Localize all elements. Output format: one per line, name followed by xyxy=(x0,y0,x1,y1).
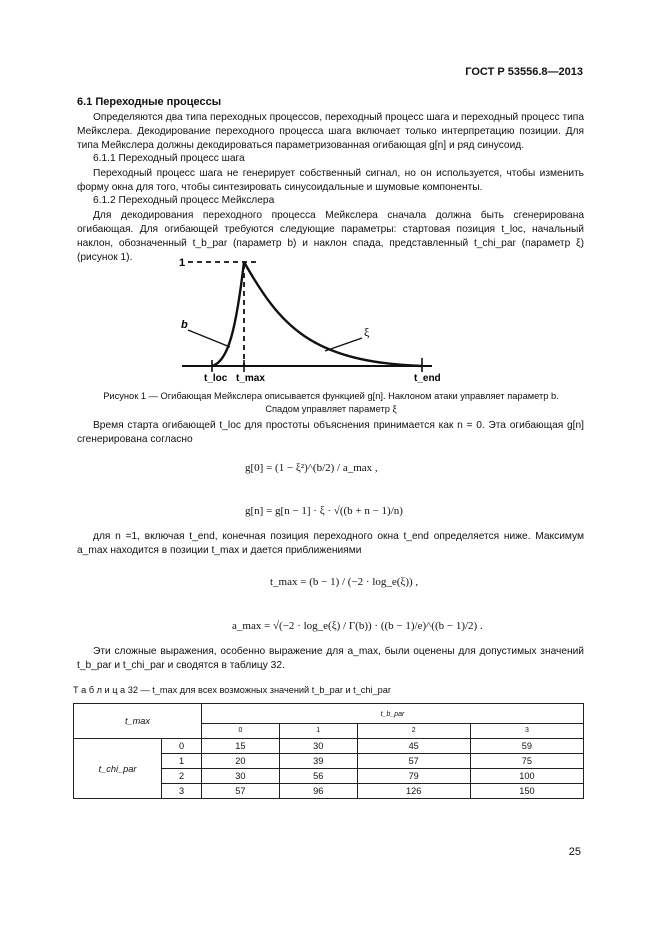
row-label: 1 xyxy=(162,754,202,769)
row-group-header xyxy=(74,739,162,799)
envelope-figure xyxy=(170,250,450,385)
formula-amax: a_max = √(−2 · log_e(ξ) / Γ(b)) · ((b − 1)/e)^((b − 1)/2) . xyxy=(232,620,483,632)
label-tmax: t_max xyxy=(236,373,265,384)
table-row xyxy=(74,739,584,754)
formula-tmax: t_max = (b − 1) / (−2 · log_e(ξ)) , xyxy=(270,576,419,588)
decay-curve xyxy=(244,262,422,366)
subsection-title-611: 6.1.1 Переходный процесс шага xyxy=(93,153,245,164)
formula-gn: g[n] = g[n − 1] · ξ · √((b + n − 1)/n) xyxy=(245,505,403,517)
table-cell: 57 xyxy=(357,754,470,769)
row-label: 3 xyxy=(162,784,202,799)
paragraph-start-time: Время старта огибающей t_loc для простоты объяснения принимается как n = 0. Эта огибающая g[n] сгенерирована согласно xyxy=(77,420,584,445)
label-one: 1 xyxy=(179,257,186,269)
row-label: 2 xyxy=(162,769,202,784)
table-caption: Т а б л и ц а 32 — t_max для всех возможных значений t_b_par и t_chi_par xyxy=(73,685,391,695)
table-cell: 96 xyxy=(279,784,357,799)
section-title: 6.1 Переходные процессы xyxy=(77,96,222,108)
label-xi: ξ xyxy=(364,325,370,339)
paragraph-summary: Эти сложные выражения, особенно выражение для a_max, были оценены для допустимых значений t_b_par и t_chi_par и сводятся в таблицу 32. xyxy=(77,646,584,671)
table-cell: 75 xyxy=(470,754,583,769)
col-group-label: t_b_par xyxy=(380,711,405,719)
page-number: 25 xyxy=(568,846,581,858)
corner-label: t_max xyxy=(124,716,151,726)
table-cell: 30 xyxy=(202,769,280,784)
col-group-header xyxy=(202,704,584,724)
col-header: 0 xyxy=(202,723,280,738)
table-cell: 30 xyxy=(279,739,357,754)
table-cell: 150 xyxy=(470,784,583,799)
paragraph-step: Переходный процесс шага не генерирует собственный сигнал, но он используется, чтобы изменить форму окна для того, чтобы синтезировать синусоидальные и шумовые компоненты. xyxy=(77,168,584,193)
b-pointer xyxy=(188,330,230,347)
table-cell: 126 xyxy=(357,784,470,799)
table-cell: 56 xyxy=(279,769,357,784)
table-cell: 79 xyxy=(357,769,470,784)
table-cell: 15 xyxy=(202,739,280,754)
figure-caption xyxy=(66,390,596,416)
label-tloc: t_loc xyxy=(204,373,228,384)
table-cell: 20 xyxy=(202,754,280,769)
subsection-title-612: 6.1.2 Переходный процесс Мейкслера xyxy=(93,195,275,206)
col-header: 3 xyxy=(470,723,583,738)
table-32 xyxy=(73,703,584,799)
table-corner-cell xyxy=(74,704,202,739)
table-header-row xyxy=(74,704,584,724)
attack-curve xyxy=(212,262,244,366)
figure-caption-line-1: Рисунок 1 — Огибающая Мейкслера описывается функцией g[n]. Наклоном атаки управляет параметр b. xyxy=(103,391,559,401)
table-cell: 100 xyxy=(470,769,583,784)
col-header: 2 xyxy=(357,723,470,738)
label-b: b xyxy=(181,319,188,331)
label-tend: t_end xyxy=(414,373,441,384)
xi-pointer xyxy=(325,338,362,351)
row-label: 0 xyxy=(162,739,202,754)
table-cell: 59 xyxy=(470,739,583,754)
paragraph-meixler: Для декодирования переходного процесса Мейкслера сначала должна быть сгенерирована огибающая. Для огибающей требуются следующие параметры: стартовая позиция t_loc, начальный наклон, обозначенный t_b_par (параметр b) и наклон спада, представленный t_chi_par (параметр ξ) (рисунок 1). xyxy=(77,210,584,263)
col-header: 1 xyxy=(279,723,357,738)
formula-g0: g[0] = (1 − ξ²)^(b/2) / a_max , xyxy=(245,462,378,474)
paragraph-maximum: для n =1, включая t_end, конечная позиция переходного окна t_end определяется ниже. Максимум a_max находится в позиции t_max и дается приближениями xyxy=(77,531,584,556)
table-cell: 39 xyxy=(279,754,357,769)
table-cell: 45 xyxy=(357,739,470,754)
row-group-label: t_chi_par xyxy=(98,763,137,774)
table-cell: 57 xyxy=(202,784,280,799)
document-id: ГОСТ Р 53556.8—2013 xyxy=(465,66,583,78)
paragraph-intro: Определяются два типа переходных процессов, переходный процесс шага и переходный процесс типа Мейкслера. Декодирование переходного процесса шага включает только интерпретацию позиции. Для типа Мейкслера должны декодироваться параметризованная огибающая g[n] и ряд синусоид. xyxy=(77,112,584,151)
figure-caption-line-2: Спадом управляет параметр ξ xyxy=(265,404,397,414)
